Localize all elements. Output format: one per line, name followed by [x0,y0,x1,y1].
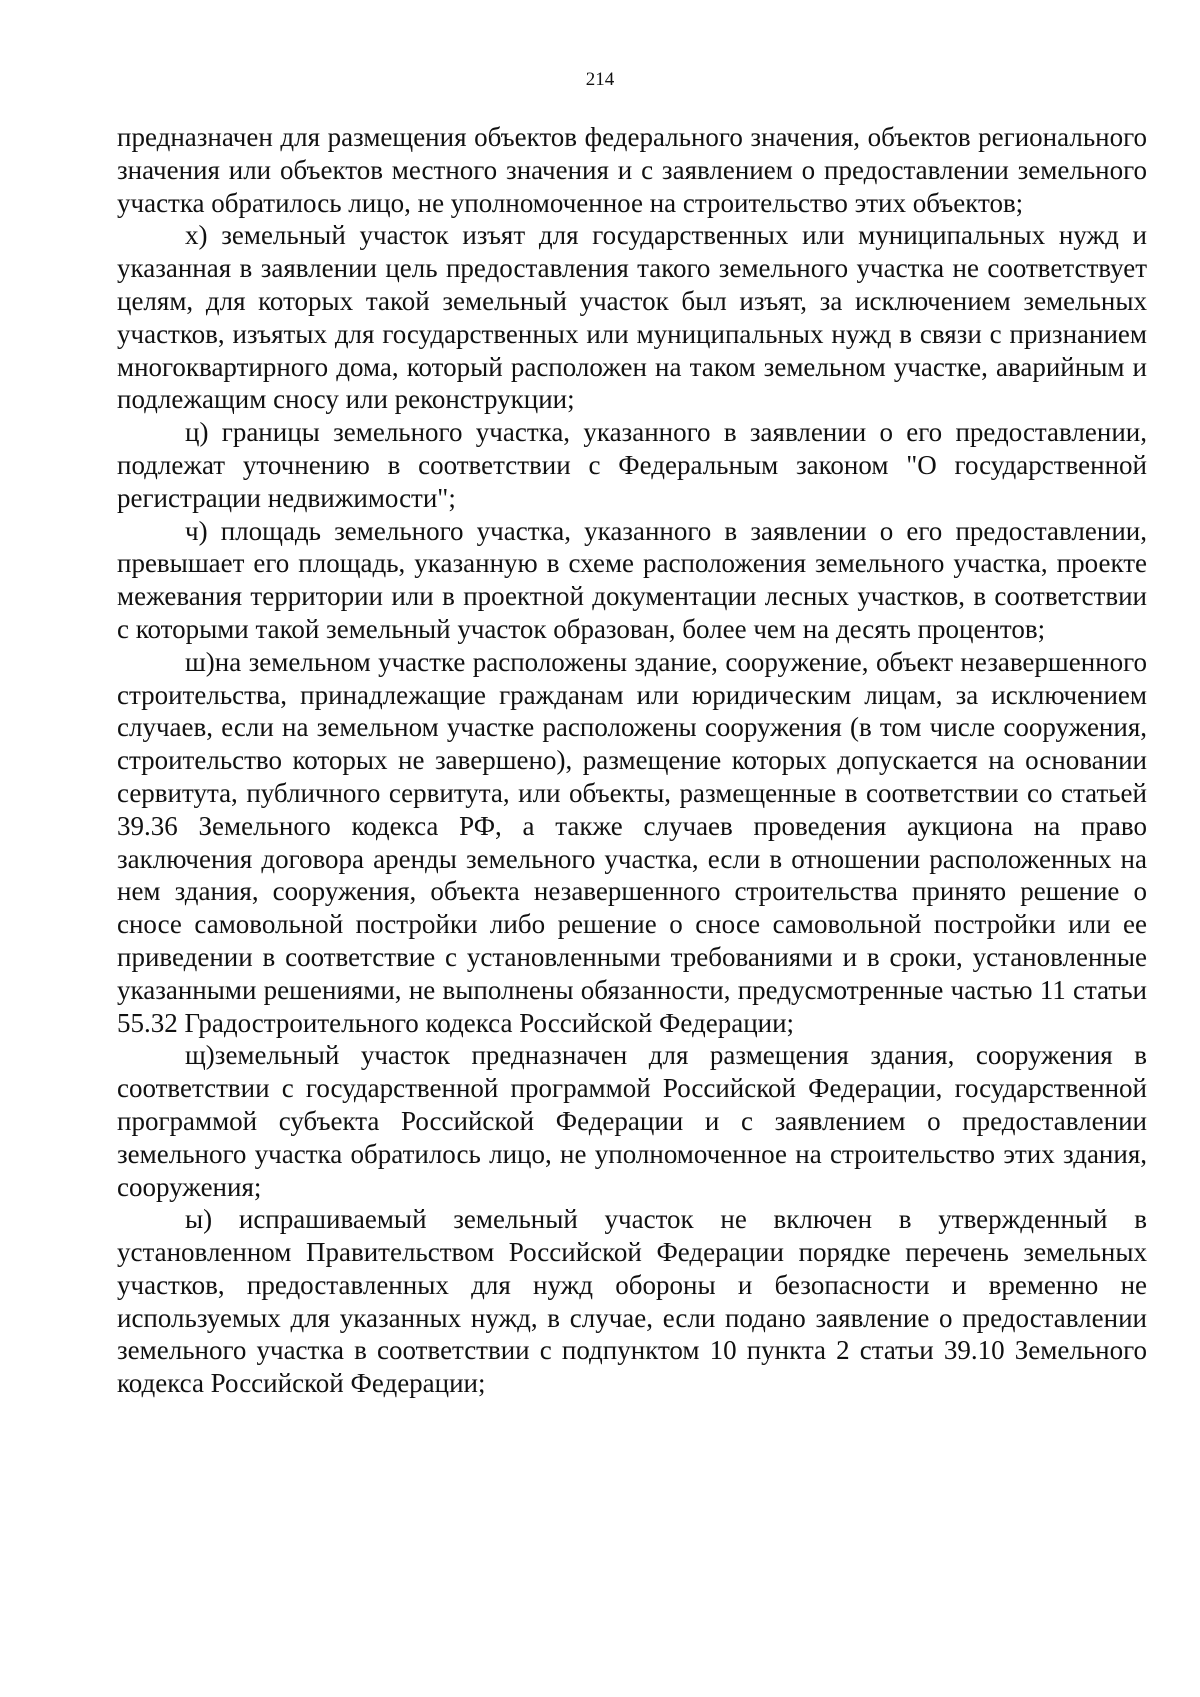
page-number: 214 [585,69,615,90]
paragraph-item-sh: ш)на земельном участке расположены здание, сооружение, объект незавершенного строительства, принадлежащие гражданам или юридическим лицам, за исключением случаев, если на земельном участке расположены сооружения (в том числе сооружения, строительство которых не завершено), размещение которых допускается на основании сервитута, публичного сервитута, или объекты, размещенные в соответствии со статьей 39.36 Земельного кодекса РФ, а также случаев проведения аукциона на право заключения договора аренды земельного участка, если в отношении расположенных на нем здания, сооружения, объекта незавершенного строительства принято решение о сносе самовольной постройки либо решение о сносе самовольной постройки или ее приведении в соответствие с установленными требованиями и в сроки, установленные указанными решениями, не выполнены обязанности, предусмотренные частью 11 статьи 55.32 Градостроительного кодекса Российской Федерации; [117,646,1147,1038]
paragraph-item-ch: ч) площадь земельного участка, указанного в заявлении о его предоставлении, превышает его площадь, указанную в схеме расположения земельного участка, проекте межевания территории или в проектной документации лесных участков, в соответствии с которыми такой земельный участок образован, более чем на десять процентов; [117,515,1147,644]
paragraph-item-ts: ц) границы земельного участка, указанного в заявлении о его предоставлении, подлежат уточнению в соответствии с Федеральным законом "О государственной регистрации недвижимости"; [117,417,1147,513]
paragraph-item-shch: щ)земельный участок предназначен для размещения здания, сооружения в соответствии с государственной программой Российской Федерации, государственной программой субъекта Российской Федерации и с заявлением о предоставлении земельного участка обратилось лицо, не уполномоченное на строительство этих здания, сооружения; [117,1040,1147,1202]
document-body [117,121,1147,1400]
paragraph-item-kh: х) земельный участок изъят для государственных или муниципальных нужд и указанная в заявлении цель предоставления такого земельного участка не соответствует целям, для которых такой земельный участок был изъят, за исключением земельных участков, изъятых для государственных или муниципальных нужд в связи с признанием многоквартирного дома, который расположен на таком земельном участке, аварийным и подлежащим сносу или реконструкции; [117,220,1147,415]
paragraph-item-y: ы) испрашиваемый земельный участок не включен в утвержденный в установленном Правительством Российской Федерации порядке перечень земельных участков, предоставленных для нужд обороны и безопасности и временно не используемых для указанных нужд, в случае, если подано заявление о предоставлении земельного участка в соответствии с подпунктом 10 пункта 2 статьи 39.10 Земельного кодекса Российской Федерации; [117,1204,1147,1399]
paragraph-continuation: предназначен для размещения объектов федерального значения, объектов регионального значения или объектов местного значения и с заявлением о предоставлении земельного участка обратилось лицо, не уполномоченное на строительство этих объектов; [117,122,1147,218]
